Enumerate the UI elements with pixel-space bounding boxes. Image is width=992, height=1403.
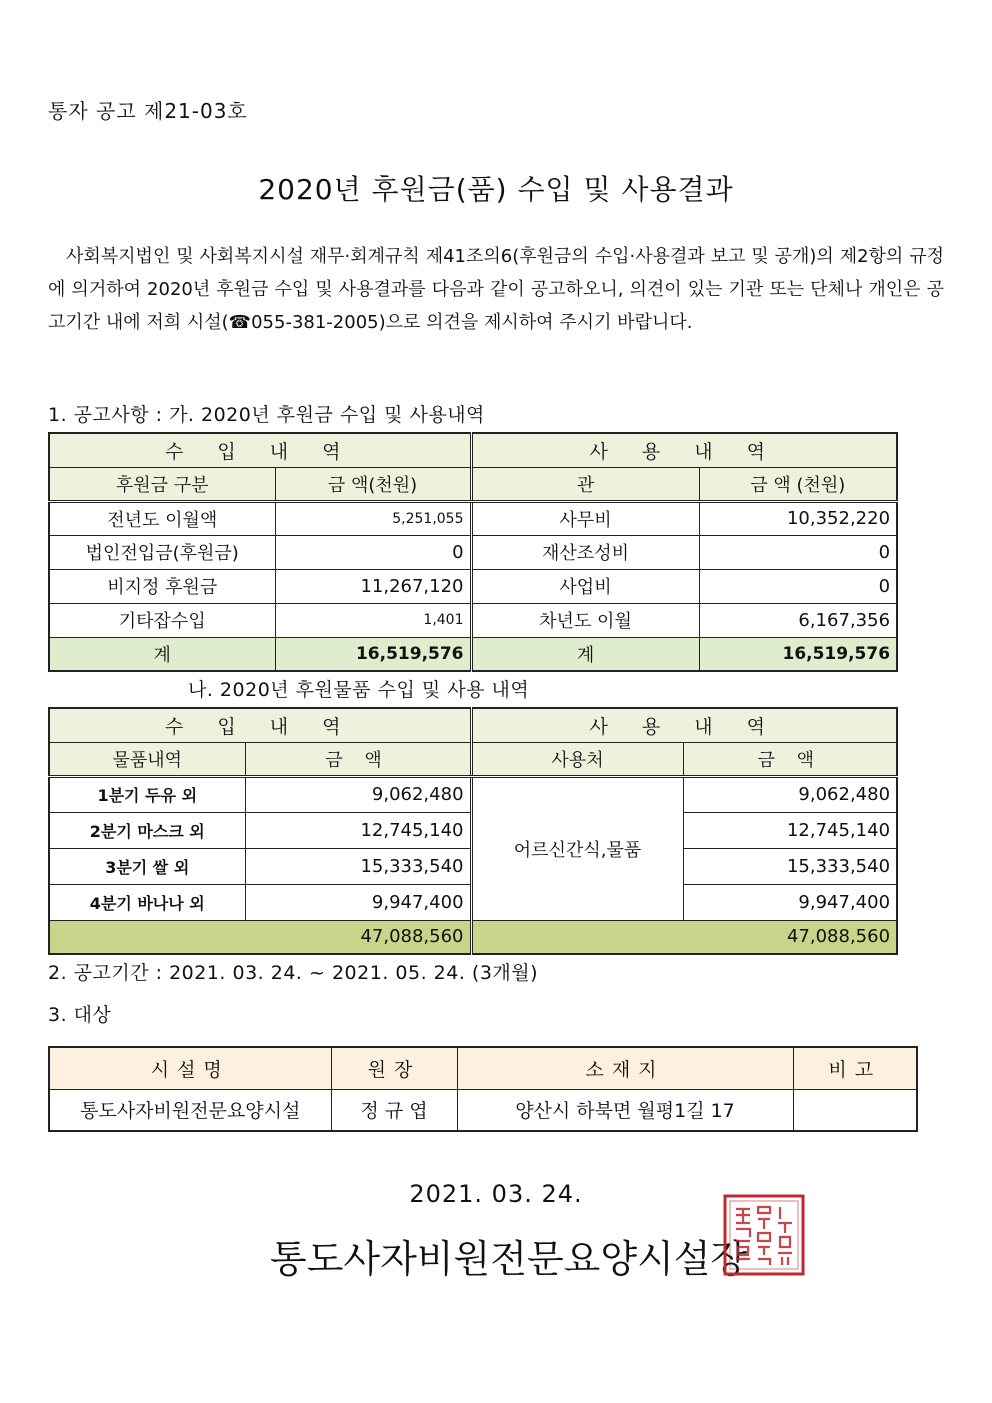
income-header: 수 입 내 역 [49,433,471,467]
item-amount: 9,947,400 [245,884,471,920]
usage-amount: 9,062,480 [683,776,897,812]
facility-address: 양산시 하북면 월평1길 17 [457,1089,793,1131]
income-label: 법인전입금(후원금) [49,535,275,569]
usage-total: 47,088,560 [471,920,897,954]
donation-goods-table [48,707,898,955]
notice-number: 통자 공고 제21-03호 [48,99,248,123]
item-amount: 12,745,140 [245,812,471,848]
document-title: 2020년 후원금(품) 수입 및 사용결과 [258,173,734,206]
col-income-type: 후원금 구분 [49,467,275,501]
usage-amount: 6,167,356 [699,603,897,637]
usage-label: 차년도 이월 [471,603,699,637]
item-amount: 9,062,480 [245,776,471,812]
income-amount: 5,251,055 [275,501,471,535]
income-amount: 0 [275,535,471,569]
usage-amount: 9,947,400 [683,884,897,920]
usage-place: 어르신간식,물품 [471,776,683,920]
table-row [49,535,897,569]
usage-header: 사 용 내 역 [471,708,897,742]
col-item: 물품내역 [49,742,245,776]
col-director: 원장 [331,1047,457,1089]
col-usage-place: 사용처 [471,742,683,776]
total-label: 계 [471,637,699,671]
total-row [49,637,897,671]
income-label: 기타잡수입 [49,603,275,637]
table-row [49,501,897,535]
official-seal-stamp [722,1193,806,1277]
table-row [49,1089,917,1131]
document-date: 2021. 03. 24. [409,1180,583,1208]
table-row [49,776,897,812]
remarks [793,1089,917,1131]
income-amount: 11,267,120 [275,569,471,603]
item-amount: 15,333,540 [245,848,471,884]
item-label: 3분기 쌀 외 [49,848,245,884]
item-label: 2분기 마스크 외 [49,812,245,848]
income-label: 전년도 이월액 [49,501,275,535]
usage-header: 사 용 내 역 [471,433,897,467]
usage-amount: 12,745,140 [683,812,897,848]
table-row [49,569,897,603]
col-amount: 금 액 [245,742,471,776]
col-income-amount: 금 액(천원) [275,467,471,501]
section1-title: 1. 공고사항 : 가. 2020년 후원금 수입 및 사용내역 [48,404,485,426]
income-amount: 1,401 [275,603,471,637]
seal-glyphs [736,1207,792,1265]
income-total: 47,088,560 [49,920,471,954]
col-usage-amount: 금 액 [683,742,897,776]
col-remarks: 비고 [793,1047,917,1089]
income-total: 16,519,576 [275,637,471,671]
usage-label: 재산조성비 [471,535,699,569]
usage-total: 16,519,576 [699,637,897,671]
total-label: 계 [49,637,275,671]
donation-money-table [48,432,898,672]
table-row [49,603,897,637]
income-header: 수 입 내 역 [49,708,471,742]
usage-amount: 0 [699,535,897,569]
facility-name: 통도사자비원전문요양시설 [49,1089,331,1131]
facility-table [48,1046,918,1132]
col-address: 소재지 [457,1047,793,1089]
section1b-title: 나. 2020년 후원물품 수입 및 사용 내역 [188,679,530,701]
intro-paragraph: 사회복지법인 및 사회복지시설 재무·회계규칙 제41조의6(후원금의 수입·사용결과 보고 및 공개)의 제2항의 규정에 의거하여 2020년 후원금 수입 및 사용결과를 다음과 같이 공고하오니, 의견이 있는 기관 또는 단체나 개인은 공고기간 내에 저희 시설(☎055-381-2005)으로 의견을 제시하여 주시기 바랍니다. [48,246,944,333]
income-label: 비지정 후원금 [49,569,275,603]
usage-amount: 10,352,220 [699,501,897,535]
section3-title: 3. 대상 [48,1004,112,1026]
col-usage-amount: 금 액 (천원) [699,467,897,501]
col-facility-name: 시설명 [49,1047,331,1089]
total-row [49,920,897,954]
section2-period: 2. 공고기간 : 2021. 03. 24. ~ 2021. 05. 24. (3개월) [48,962,539,984]
usage-amount: 15,333,540 [683,848,897,884]
item-label: 1분기 두유 외 [49,776,245,812]
signature: 통도사자비원전문요양시설장 [270,1237,748,1281]
col-usage-type: 관 [471,467,699,501]
usage-label: 사업비 [471,569,699,603]
usage-label: 사무비 [471,501,699,535]
usage-amount: 0 [699,569,897,603]
director-name: 정 규 엽 [331,1089,457,1131]
item-label: 4분기 바나나 외 [49,884,245,920]
